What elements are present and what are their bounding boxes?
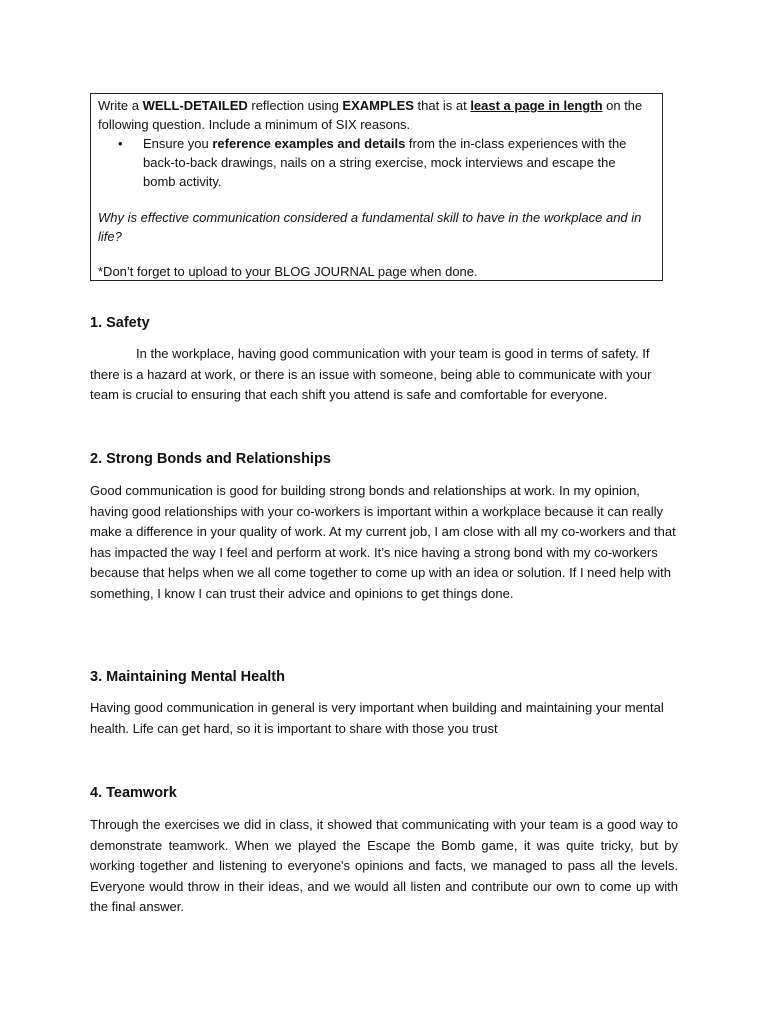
section-mental-health: [90, 667, 678, 739]
section-heading: 2. Strong Bonds and Relationships: [90, 451, 331, 467]
section-heading: 1. Safety: [90, 315, 150, 331]
section-safety: [90, 313, 678, 406]
section-heading: 4. Teamwork: [90, 785, 177, 801]
prompt-reminder: *Don’t forget to upload to your BLOG JOURNAL page when done.: [98, 264, 478, 279]
section-body: Through the exercises we did in class, it showed that communicating with your team is a good way to demonstrate teamwork. When we played the Escape the Bomb game, it was quite tricky, but by working together and listening to everyone's opinions and facts, we managed to pass all the levels. Everyone would throw in their ideas, and we would all listen and contribute our own to come up with the final answer.: [90, 817, 678, 915]
prompt-emphasis-length: least a page in length: [470, 98, 603, 113]
bullet-icon: •: [118, 136, 123, 151]
assignment-prompt-box: [90, 93, 663, 281]
bullet-text-pre: Ensure you: [143, 136, 213, 151]
prompt-text: reflection using: [247, 98, 343, 113]
section-teamwork: [90, 783, 678, 918]
prompt-instructions: [98, 96, 655, 134]
section-strong-bonds: [90, 449, 678, 605]
prompt-emphasis-well-detailed: WELL-DETAILED: [142, 98, 248, 113]
prompt-bullet: [98, 134, 655, 191]
section-body: Having good communication in general is very important when building and maintaining your mental health. Life can get hard, so it is important to share with those you trust: [90, 700, 664, 736]
prompt-text: on the following question. Include a minimum of SIX reasons.: [98, 98, 643, 132]
section-body: Good communication is good for building strong bonds and relationships at work. In my opinion, having good relationships with your co-workers is important within a workplace because it can really make a difference in your quality of work. At my current job, I am close with all my co-workers and that has impacted the way I feel and perform at work. It’s nice having a strong bond with my co-workers because that helps when we all come together to come up with an idea or solution. If I need help with something, I know I can trust their advice and opinions to get things done.: [90, 483, 676, 601]
prompt-question: Why is effective communication considered a fundamental skill to have in the workplace and in life?: [98, 210, 642, 244]
bullet-text: [143, 134, 655, 191]
prompt-emphasis-examples: EXAMPLES: [342, 98, 414, 113]
section-heading: 3. Maintaining Mental Health: [90, 669, 285, 685]
prompt-text: Write a: [98, 98, 143, 113]
bullet-text-post: from the in-class experiences with the back-to-back drawings, nails on a string exercise, mock interviews and escape the bomb activity.: [143, 136, 627, 189]
bullet-emphasis: reference examples and details: [212, 136, 406, 151]
section-body: In the workplace, having good communication with your team is good in terms of safety. If there is a hazard at work, or there is an issue with someone, being able to communicate with your team is crucial to ensuring that each shift you attend is safe and comfortable for everyone.: [90, 346, 652, 403]
prompt-text: that is at: [413, 98, 471, 113]
